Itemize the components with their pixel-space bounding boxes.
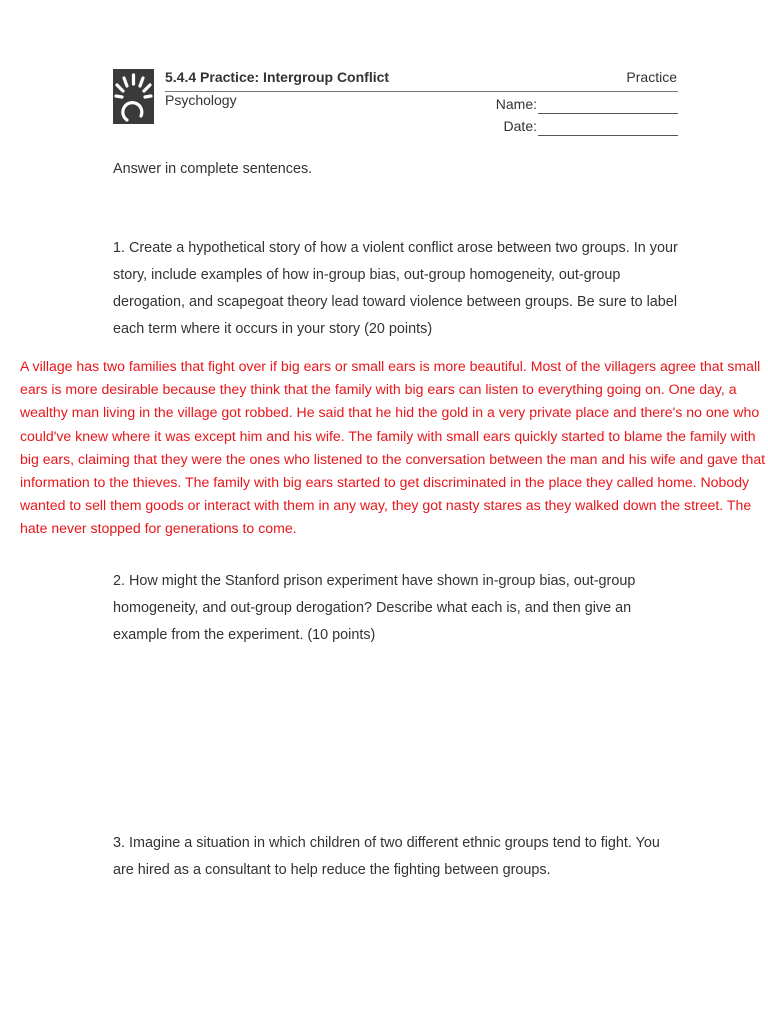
assignment-title: 5.4.4 Practice: Intergroup Conflict [165, 69, 390, 85]
instructions-text: Answer in complete sentences. [113, 161, 313, 177]
date-field[interactable] [538, 135, 678, 136]
name-field[interactable] [538, 113, 678, 114]
assignment-type-label: Practice [626, 69, 677, 85]
name-label: Name: [495, 96, 537, 112]
header-divider [165, 91, 678, 92]
lightbulb-sun-logo-icon [113, 69, 154, 124]
subject-label: Psychology [165, 92, 237, 108]
question-3-prompt: 3. Imagine a situation in which children of two different ethnic groups tend to fight. You are hired as a consultant to help reduce the fighting between groups. [113, 835, 660, 878]
question-2-prompt: 2. How might the Stanford prison experiment have shown in-group bias, out-group homogeneity, and out-group derogation? Describe what each is, and then give an example from the experiment. (10 points) [113, 573, 636, 643]
question-1-answer[interactable]: A village has two families that fight over if big ears or small ears is more beautiful. Most of the villagers agree that small ears is more desirable because they think that the family with big ears can listen to everything going on. One day, a wealthy man living in the village got robbed. He said that he hid the gold in a very private place and there's no one who could've knew where it was except him and his wife. The family with small ears quickly started to blame the family with big ears, claiming that they were the ones who listened to the conversation between the man and his wife and gave that information to the thieves. The family with big ears started to get discriminated in the place they called home. Nobody wanted to sell them goods or interact with them in any way, they got nasty stares as they walked down the street. The hate never stopped for generations to come. [20, 358, 766, 537]
date-label: Date: [503, 118, 537, 134]
question-1-prompt: 1. Create a hypothetical story of how a violent conflict arose between two groups. In your story, include examples of how in-group bias, out-group homogeneity, out-group derogation, and scapegoat theory lead toward violence between groups. Be sure to label each term where it occurs in your story (20 points) [113, 240, 678, 337]
